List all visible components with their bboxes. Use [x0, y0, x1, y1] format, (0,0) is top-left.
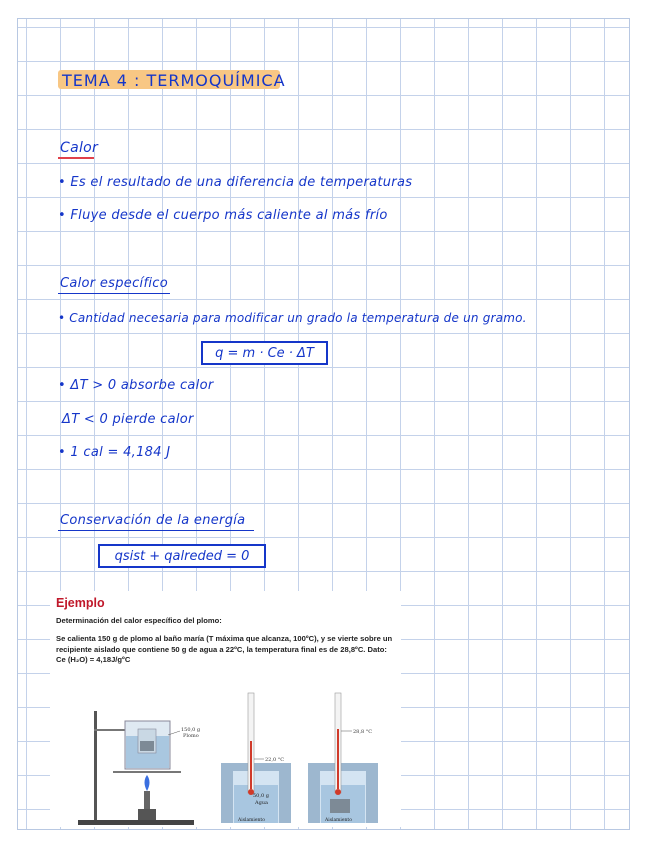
conservacion-heading: Conservación de la energía [60, 513, 246, 528]
example-subtitle: Determinación del calor específico del plomo: [56, 616, 222, 625]
rule-cal-joule: • 1 cal = 4,184 J [58, 445, 171, 460]
calor-heading-underline [58, 157, 94, 159]
conservation-formula-box [98, 544, 266, 568]
calor-especifico-heading: Calor específico [60, 276, 168, 291]
calor-bullet-2: • Fluye desde el cuerpo más caliente al más frío [58, 208, 388, 223]
example-title: Ejemplo [56, 596, 105, 610]
notebook-page [17, 18, 630, 830]
svg-text:22,0 °C: 22,0 °C [265, 757, 285, 763]
svg-text:Agua: Agua [255, 800, 269, 806]
calor-heading: Calor [60, 140, 99, 156]
specific-heat-formula-box [201, 341, 328, 365]
specific-heat-formula: q = m · Ce · ΔT [215, 345, 314, 361]
rule-absorbe: • ΔT > 0 absorbe calor [58, 378, 214, 393]
example-image [50, 591, 401, 827]
svg-text:28,8 °C: 28,8 °C [353, 729, 373, 735]
svg-text:Aislamiento: Aislamiento [238, 818, 265, 823]
stand-and-burner [78, 711, 194, 825]
svg-text:Aislamiento: Aislamiento [325, 818, 352, 823]
svg-text:Plomo: Plomo [183, 733, 199, 739]
rule-pierde: ΔT < 0 pierde calor [62, 412, 194, 427]
svg-text:50,0 g: 50,0 g [253, 793, 269, 799]
conservation-formula: qsist + qalreded = 0 [114, 548, 250, 564]
example-statement: Se calienta 150 g de plomo al baño maría (T máxima que alcanza, 100ºC), y se vierte sobre un recipiente aislado que contiene 50 g de agua a 22ºC, la temperatura final es de 28,8ºC. Dato: Ce (H₂O) = 4,18J/gºC [56, 634, 393, 664]
lead-label [168, 727, 201, 739]
svg-text:150,0 g: 150,0 g [181, 727, 201, 733]
calor-especifico-underline [58, 293, 170, 294]
conservacion-underline [58, 530, 254, 531]
calor-bullet-1: • Es el resultado de una diferencia de temperaturas [58, 175, 413, 190]
calorimeter-initial [221, 693, 291, 823]
calor-especifico-definition: • Cantidad necesaria para modificar un grado la temperatura de un gramo. [58, 311, 527, 325]
calorimetry-illustration [50, 591, 401, 827]
page-title: TEMA 4 : TERMOQUÍMICA [62, 71, 286, 90]
calorimeter-final [308, 693, 378, 823]
